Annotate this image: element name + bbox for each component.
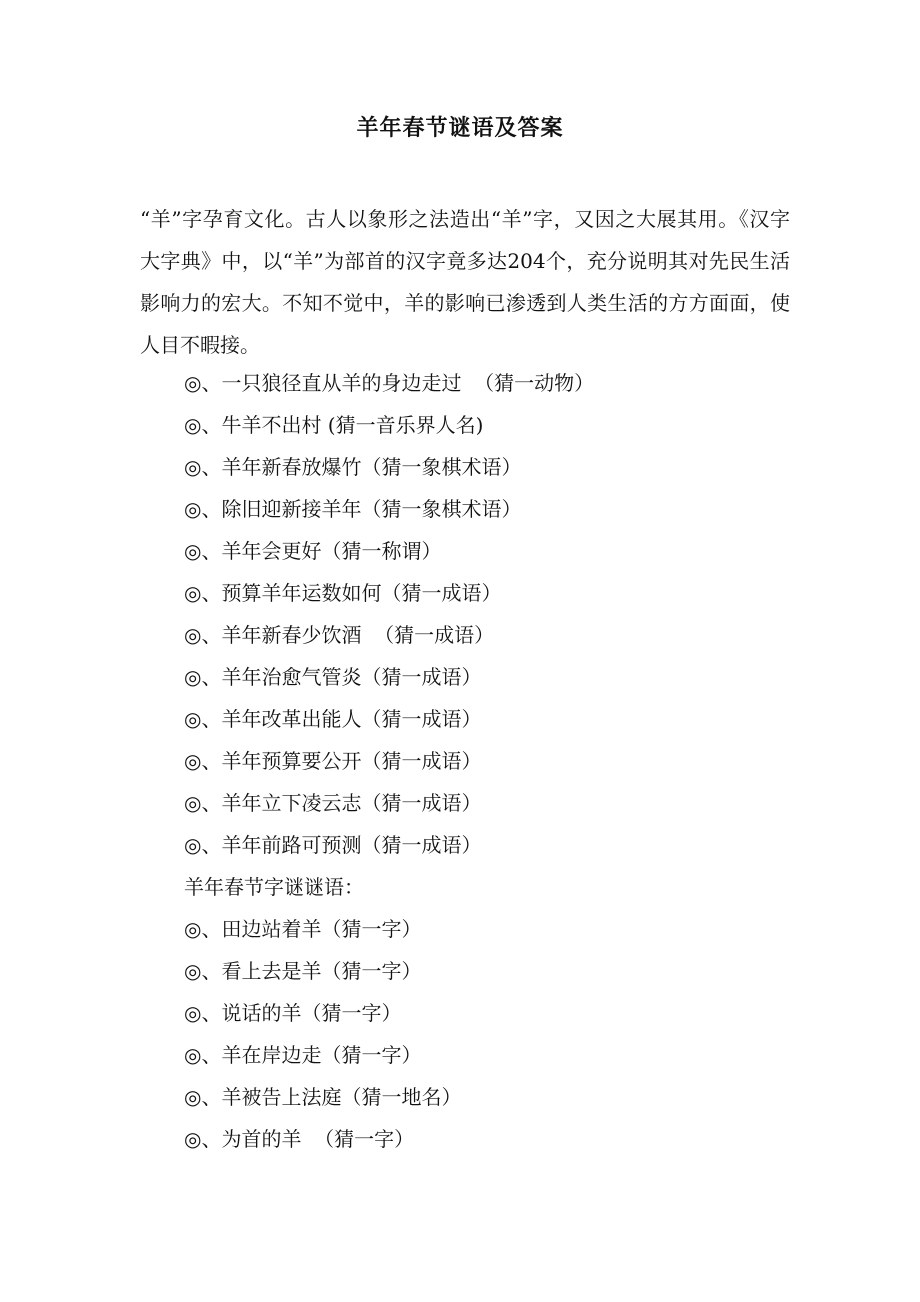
- char-riddle-item: ◎、羊在岸边走（猜一字）: [184, 1043, 422, 1067]
- char-riddle-item: ◎、说话的羊（猜一字）: [184, 1001, 402, 1025]
- riddle-item: ◎、预算羊年运数如何（猜一成语）: [184, 581, 502, 605]
- riddle-item: ◎、羊年治愈气管炎（猜一成语）: [184, 665, 482, 689]
- riddle-list: [184, 362, 804, 1160]
- document-title: 羊年春节谜语及答案: [356, 115, 564, 141]
- riddle-item: ◎、羊年会更好（猜一称谓）: [184, 539, 442, 563]
- intro-text: “羊”字孕育文化。古人以象形之法造出“羊”字，又因之大展其用。《汉字大字典》中，以“羊”为部首的汉字竟多达204个，充分说明其对先民生活影响力的宏大。不知不觉中，羊的影响已渗透到人类生活的方方面面，使人目不暇接。: [140, 207, 790, 357]
- intro-paragraph: [140, 198, 790, 366]
- riddle-item: ◎、羊年前路可预测（猜一成语）: [184, 833, 482, 857]
- riddle-item: ◎、羊年新春放爆竹（猜一象棋术语）: [184, 455, 522, 479]
- char-riddle-item: ◎、为首的羊 （猜一字）: [184, 1127, 415, 1151]
- riddle-item: ◎、羊年立下凌云志（猜一成语）: [184, 791, 482, 815]
- riddle-item: ◎、羊年新春少饮酒 （猜一成语）: [184, 623, 495, 647]
- char-riddle-item: ◎、看上去是羊（猜一字）: [184, 959, 422, 983]
- riddle-item: ◎、羊年预算要公开（猜一成语）: [184, 749, 482, 773]
- riddle-item: ◎、牛羊不出村 (猜一音乐界人名): [184, 413, 484, 437]
- riddle-item: ◎、一只狼径直从羊的身边走过 （猜一动物）: [184, 371, 595, 395]
- riddle-item: ◎、羊年改革出能人（猜一成语）: [184, 707, 482, 731]
- char-riddle-section-heading: 羊年春节字谜谜语：: [184, 875, 364, 899]
- riddle-item: ◎、除旧迎新接羊年（猜一象棋术语）: [184, 497, 522, 521]
- char-riddle-item: ◎、羊被告上法庭（猜一地名）: [184, 1085, 462, 1109]
- char-riddle-item: ◎、田边站着羊（猜一字）: [184, 917, 422, 941]
